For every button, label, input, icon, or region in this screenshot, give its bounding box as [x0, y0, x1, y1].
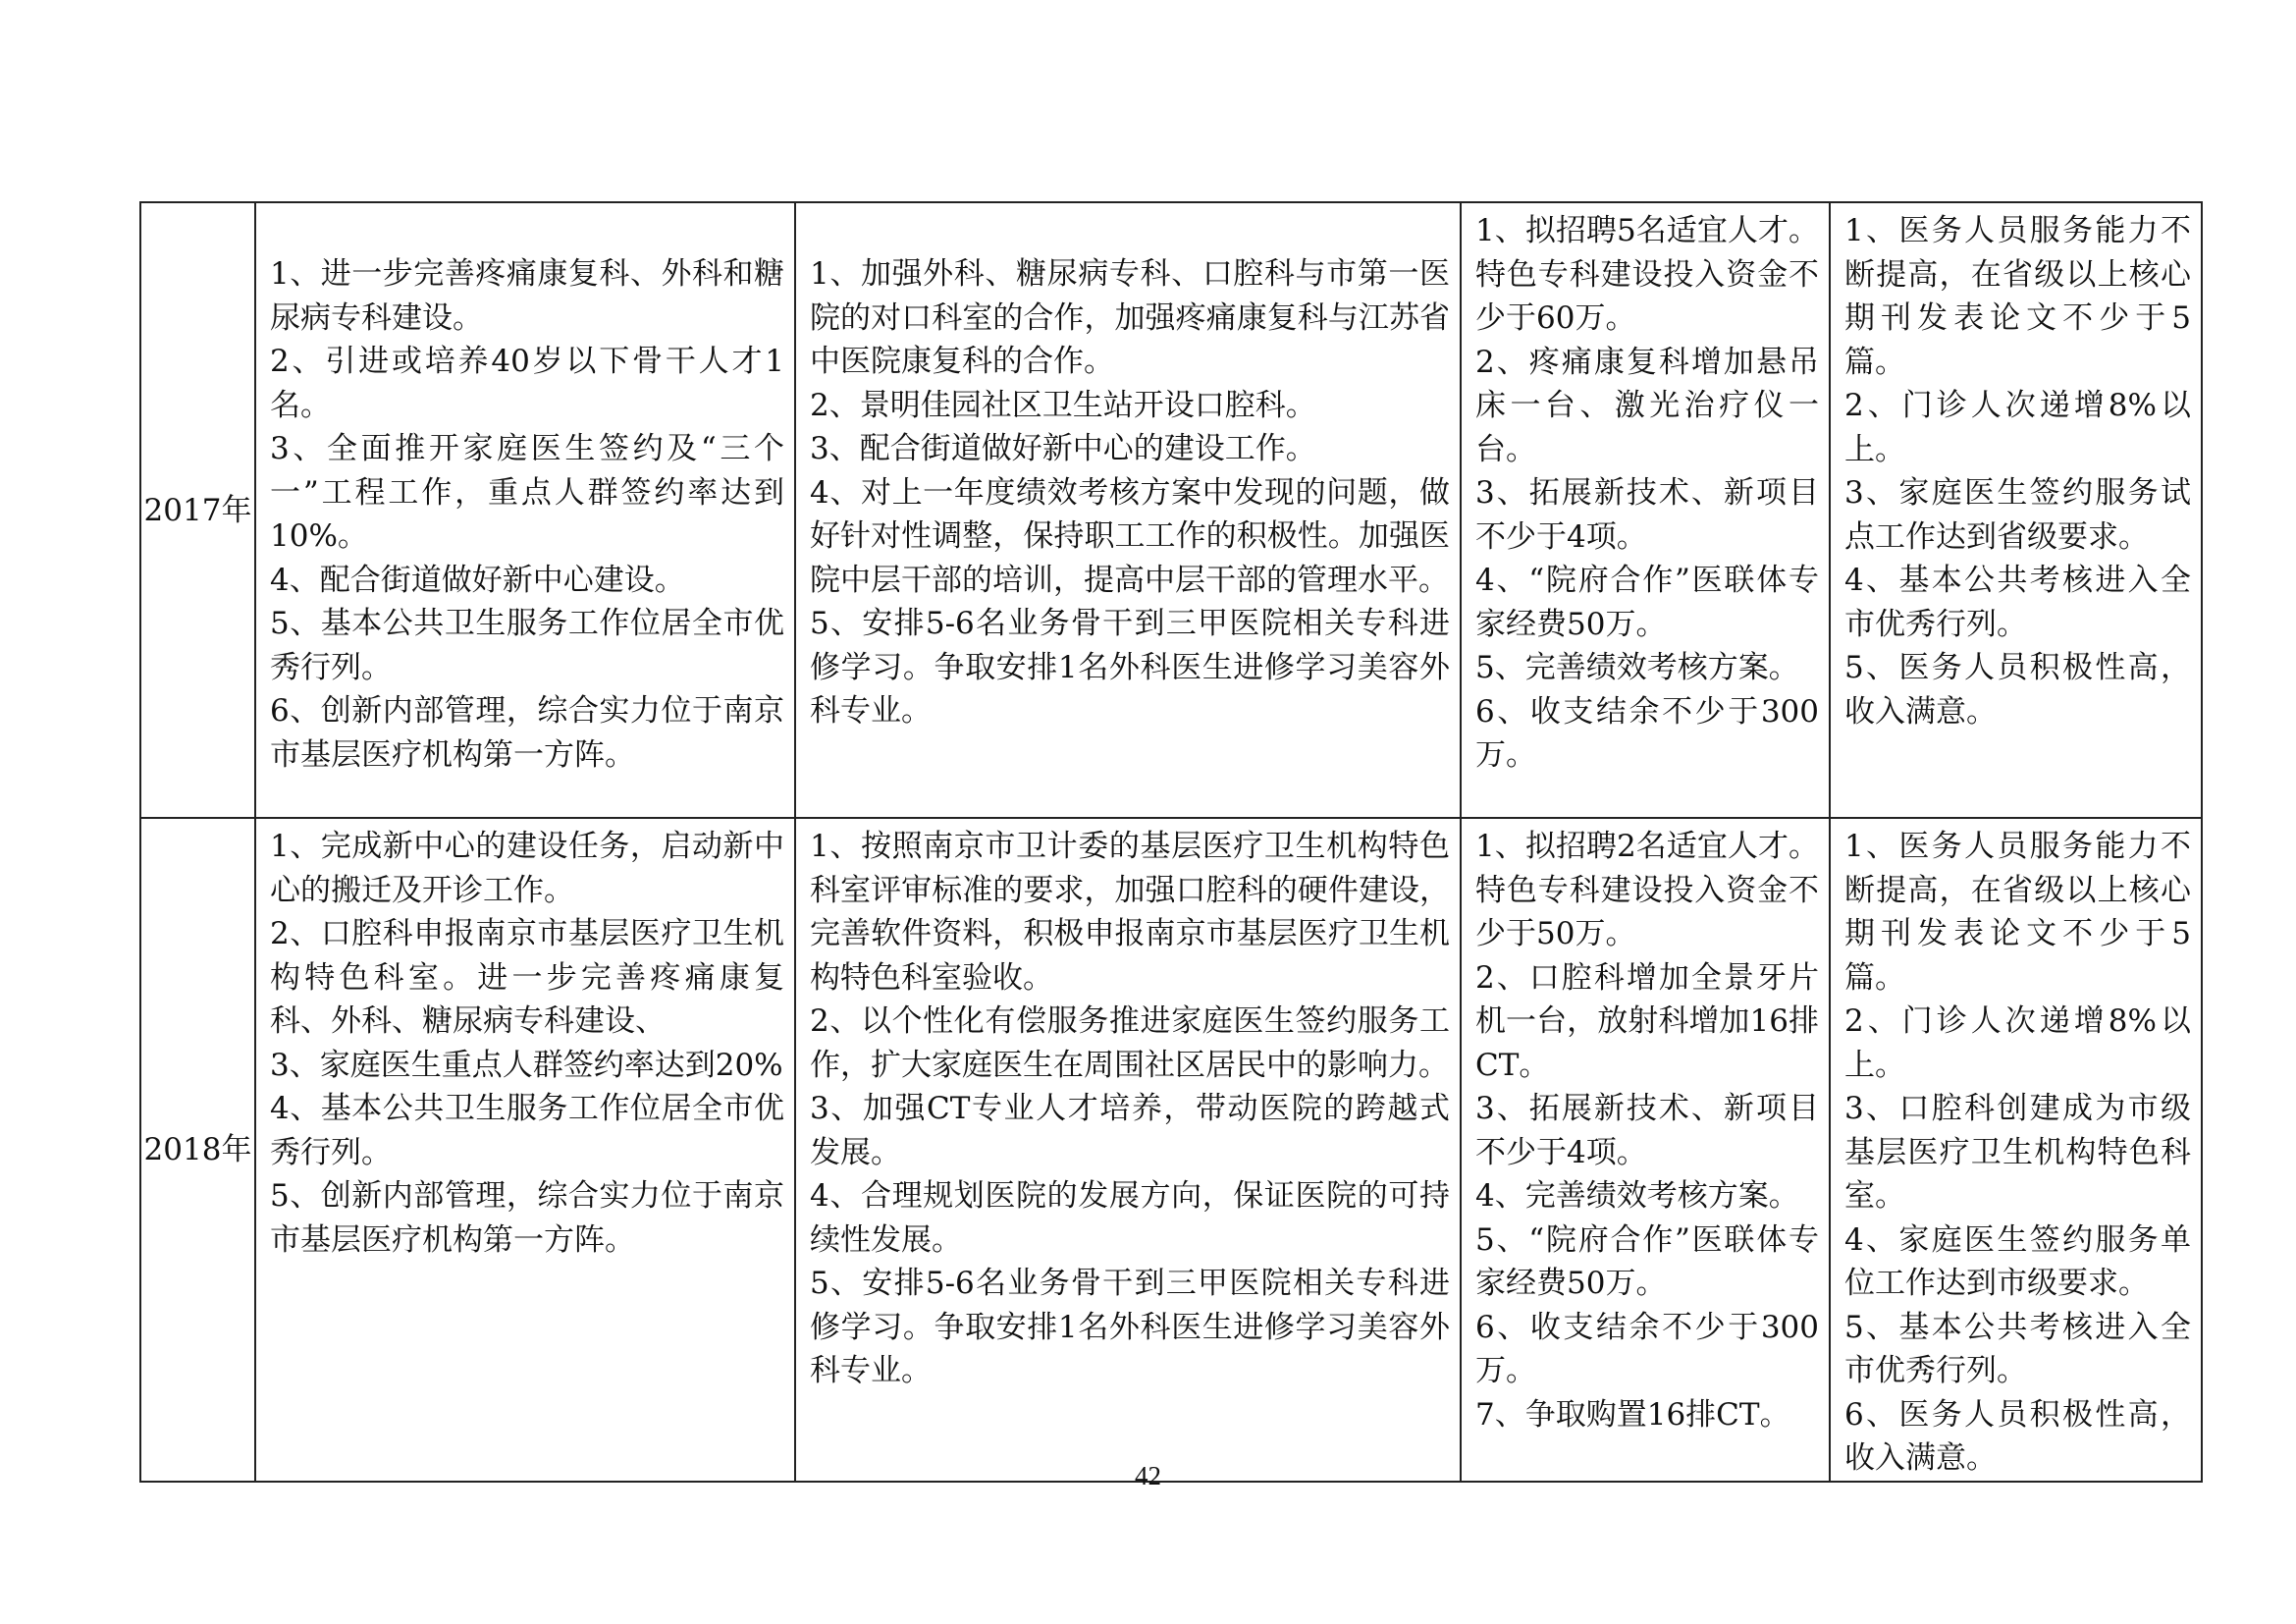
- inputs-cell: [1461, 818, 1830, 1482]
- measure-item: 1、加强外科、糖尿病专科、口腔科与市第一医院的对口科室的合作，加强疼痛康复科与江苏省中医院康复科的合作。: [810, 256, 1450, 379]
- goal-item: 3、全面推开家庭医生签约及“三个一”工程工作，重点人群签约率达到10%。: [270, 431, 784, 554]
- input-item: 7、争取购置16排CT。: [1475, 1396, 1790, 1433]
- outcome-item: 4、家庭医生签约服务单位工作达到市级要求。: [1844, 1221, 2191, 1301]
- table-row-2018: [140, 818, 2202, 1482]
- goal-item: 2、引进或培养40岁以下骨干人才1名。: [270, 344, 784, 423]
- goal-item: 4、基本公共卫生服务工作位居全市优秀行列。: [270, 1091, 784, 1170]
- input-item: 3、拓展新技术、新项目不少于4项。: [1475, 475, 1819, 555]
- goal-item: 6、创新内部管理，综合实力位于南京市基层医疗机构第一方阵。: [270, 693, 784, 773]
- outcome-item: 1、医务人员服务能力不断提高，在省级以上核心期刊发表论文不少于5篇。: [1844, 213, 2191, 380]
- input-item: 2、疼痛康复科增加悬吊床一台、激光治疗仪一台。: [1475, 344, 1819, 467]
- page-number: 42: [1135, 1461, 1161, 1490]
- input-item: 2、口腔科增加全景牙片机一台，放射科增加16排CT。: [1475, 959, 1819, 1083]
- plan-table: [139, 201, 2203, 1483]
- outcome-item: 5、基本公共考核进入全市优秀行列。: [1844, 1309, 2191, 1388]
- measure-item: 4、合理规划医院的发展方向，保证医院的可持续性发展。: [810, 1178, 1450, 1258]
- outcome-item: 3、家庭医生签约服务试点工作达到省级要求。: [1844, 475, 2191, 555]
- measures-cell: [795, 202, 1461, 818]
- outcomes-cell: [1830, 202, 2202, 818]
- input-item: 6、收支结余不少于300万。: [1475, 693, 1819, 773]
- input-item: 5、“院府合作”医联体专家经费50万。: [1475, 1221, 1819, 1301]
- goal-item: 1、进一步完善疼痛康复科、外科和糖尿病专科建设。: [270, 256, 784, 336]
- goal-item: 3、家庭医生重点人群签约率达到20%: [270, 1047, 783, 1083]
- measure-item: 5、安排5-6名业务骨干到三甲医院相关专科进修学习。争取安排1名外科医生进修学习美容外科专业。: [810, 1266, 1450, 1388]
- outcome-item: 6、医务人员积极性高，收入满意。: [1844, 1396, 2191, 1476]
- goals-cell: [255, 818, 795, 1482]
- measure-item: 2、以个性化有偿服务推进家庭医生签约服务工作，扩大家庭医生在周围社区居民中的影响力。: [810, 1003, 1450, 1083]
- goal-item: 1、完成新中心的建设任务，启动新中心的搬迁及开诊工作。: [270, 829, 784, 908]
- input-item: 4、“院府合作”医联体专家经费50万。: [1475, 563, 1819, 642]
- year-cell: 2017年: [140, 202, 255, 818]
- outcome-item: 3、口腔科创建成为市级基层医疗卫生机构特色科室。: [1844, 1091, 2191, 1214]
- input-item: 5、完善绩效考核方案。: [1475, 650, 1799, 685]
- measure-item: 3、配合街道做好新中心的建设工作。: [810, 431, 1316, 466]
- inputs-cell: [1461, 202, 1830, 818]
- measure-item: 1、按照南京市卫计委的基层医疗卫生机构特色科室评审标准的要求，加强口腔科的硬件建设，完善软件资料，积极申报南京市基层医疗卫生机构特色科室验收。: [810, 829, 1450, 996]
- table-row-2017: [140, 202, 2202, 818]
- goal-item: 5、创新内部管理，综合实力位于南京市基层医疗机构第一方阵。: [270, 1178, 784, 1258]
- goal-item: 2、口腔科申报南京市基层医疗卫生机构特色科室。进一步完善疼痛康复科、外科、糖尿病专科建设、: [270, 916, 784, 1039]
- outcome-item: 5、医务人员积极性高，收入满意。: [1844, 650, 2191, 730]
- input-item: 3、拓展新技术、新项目不少于4项。: [1475, 1091, 1819, 1170]
- input-item: 4、完善绩效考核方案。: [1475, 1178, 1799, 1214]
- goals-cell: [255, 202, 795, 818]
- input-item: 1、拟招聘2名适宜人才。特色专科建设投入资金不少于50万。: [1475, 829, 1819, 951]
- goal-item: 4、配合街道做好新中心建设。: [270, 562, 685, 598]
- measure-item: 5、安排5-6名业务骨干到三甲医院相关专科进修学习。争取安排1名外科医生进修学习美容外科专业。: [810, 606, 1450, 729]
- measure-item: 3、加强CT专业人才培养，带动医院的跨越式发展。: [810, 1091, 1450, 1170]
- measure-item: 2、景明佳园社区卫生站开设口腔科。: [810, 387, 1316, 423]
- outcomes-cell: [1830, 818, 2202, 1482]
- measure-item: 4、对上一年度绩效考核方案中发现的问题，做好针对性调整，保持职工工作的积极性。加强医院中层干部的培训，提高中层干部的管理水平。: [810, 474, 1450, 598]
- outcome-item: 2、门诊人次递增8%以上。: [1844, 388, 2191, 467]
- outcome-item: 2、门诊人次递增8%以上。: [1844, 1003, 2191, 1083]
- outcome-item: 1、医务人员服务能力不断提高，在省级以上核心期刊发表论文不少于5篇。: [1844, 829, 2191, 996]
- goal-item: 5、基本公共卫生服务工作位居全市优秀行列。: [270, 606, 784, 685]
- input-item: 6、收支结余不少于300万。: [1475, 1309, 1819, 1388]
- year-cell: 2018年: [140, 818, 255, 1482]
- outcome-item: 4、基本公共考核进入全市优秀行列。: [1844, 563, 2191, 642]
- input-item: 1、拟招聘5名适宜人才。特色专科建设投入资金不少于60万。: [1475, 213, 1819, 336]
- measures-cell: [795, 818, 1461, 1482]
